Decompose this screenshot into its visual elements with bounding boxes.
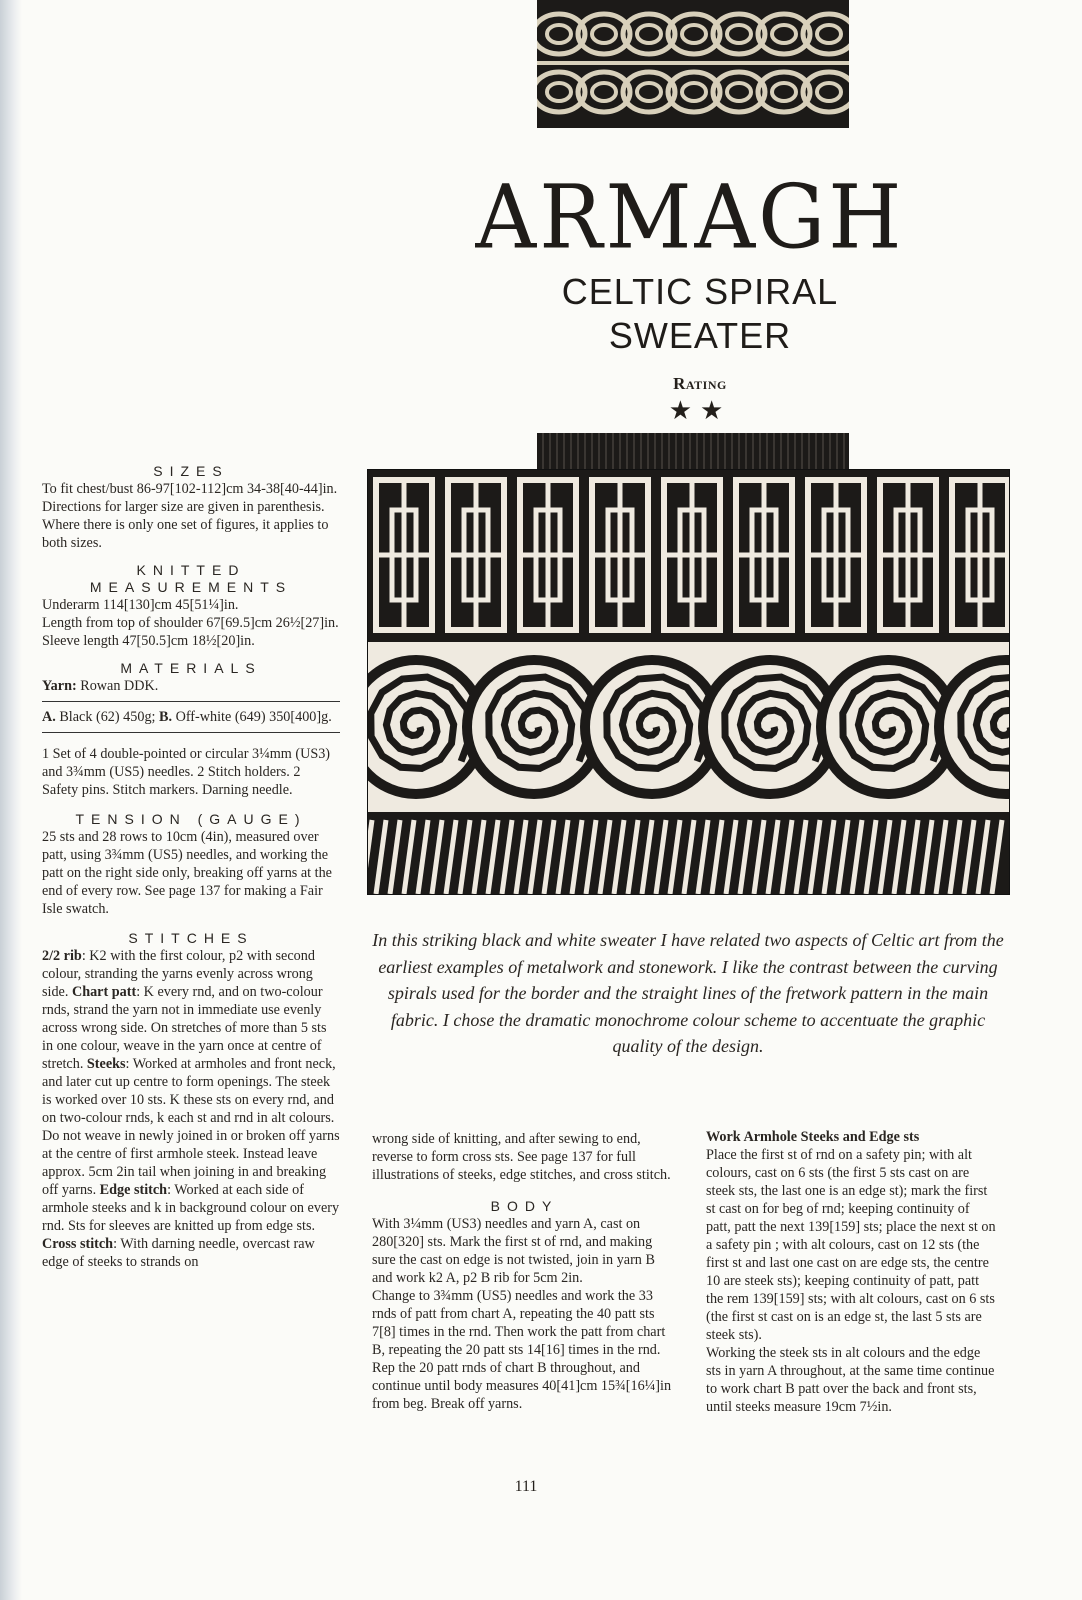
- sizes-text: To fit chest/bust 86-97[102-112]cm 34-38[40-44]in. Directions for larger size are given in parenthesis. Where there is only one set of figures, it applies to both sizes.: [42, 481, 338, 551]
- steeks-text: : Worked at armholes and front neck, and later cut up centre to form openings. The steek is worked over 10 sts. K these sts on every rnd, and on two-colour rnds, k each st and rnd in alt colours. Do not weave in newly joined in or broken off yarns at the centre of first armhole steek. Instead leave approx. 5cm 2in tail when joining in and breaking off yarns.: [42, 1056, 340, 1198]
- middle-column: [372, 1130, 677, 1413]
- yarn-line: [42, 677, 340, 695]
- stitches-continued: wrong side of knitting, and after sewing to end, reverse to form cross sts. See page 137 for full illustrations of steeks, edge stitches, and cross stitch.: [372, 1131, 671, 1183]
- subtitle-line-1: CELTIC SPIRAL: [561, 271, 839, 312]
- armhole-heading: Work Armhole Steeks and Edge sts: [706, 1129, 920, 1145]
- underarm-measurement: Underarm 114[130]cm 45[51¼]in.: [42, 597, 239, 613]
- chart-patt-label: Chart patt: [71, 984, 137, 1000]
- steeks-label: Steeks: [86, 1056, 126, 1072]
- tension-text: 25 sts and 28 rows to 10cm (4in), measured over patt, using 3¾mm (US5) needles, and working the patt on the right side only, breaking off yarns at the end of every row. See page 137 for making a Fair Isle swatch.: [42, 829, 332, 917]
- colour-a-value: Black (62) 450g;: [59, 709, 156, 725]
- stitches-text: [42, 947, 340, 1271]
- page-number: 111: [514, 1478, 538, 1495]
- rib-label: 2/2 rib: [42, 948, 82, 964]
- yarn-label: Yarn:: [42, 678, 77, 694]
- colours-line: [42, 708, 340, 726]
- yarn-value: Rowan DDK.: [80, 678, 159, 694]
- materials-rule-bottom: [42, 732, 340, 733]
- intro-paragraph: In this striking black and white sweater I have related two aspects of Celtic art from the earliest examples of metalwork and stonework. I like the contrast between the curving spirals used for the border and the straight lines of the fretwork pattern in the main fabric. I chose the dramatic monochrome colour scheme to accentuate the graphic quality of the design.: [372, 930, 1004, 1056]
- pattern-subtitle: [500, 270, 900, 358]
- sizes-heading: SIZES: [153, 463, 229, 479]
- left-column: [42, 463, 340, 1271]
- celtic-knot-image: [537, 0, 849, 128]
- subtitle-line-2: SWEATER: [608, 315, 792, 356]
- body-para-2: Change to 3¾mm (US5) needles and work the 33 rnds of patt from chart A, repeating the 40 patt sts 7[8] times in the rnd. Then work the patt from chart B, repeating the 20 patt sts 14[16] times in the rnd. Rep the 20 patt rnds of chart B throughout, and continue until body measures 40[41]cm 15¾[16¼]in from beg. Break off yarns.: [372, 1288, 672, 1412]
- body-heading: BODY: [490, 1198, 559, 1214]
- colour-b-label: B.: [159, 709, 173, 725]
- sleeve-measurement: Sleeve length 47[50.5]cm 18½[20]in.: [42, 633, 255, 649]
- edge-stitch-label: Edge stitch: [99, 1182, 168, 1198]
- book-spine-shadow: [0, 0, 22, 1600]
- stitches-heading: STITCHES: [128, 930, 254, 946]
- armhole-para-2: Working the steek sts in alt colours and the edge sts in yarn A throughout, at the same time continue to work chart B patt over the back and front sts, until steeks measure 19cm 7½in.: [706, 1345, 995, 1415]
- length-measurement: Length from top of shoulder 67[69.5]cm 26½[27]in.: [42, 615, 339, 631]
- materials-heading: MATERIALS: [120, 660, 262, 676]
- rating-label: Rating: [673, 374, 727, 393]
- chart-patt-text: : K every rnd, and on two-colour rnds, strand the yarn not in immediate use evenly across wrong side. On stretches of more than 5 sts in one colour, weave in the yarn once at centre of stretch.: [42, 984, 327, 1072]
- body-para-1: With 3¼mm (US3) needles and yarn A, cast on 280[320] sts. Mark the first st of rnd, and making sure the cast on edge is not twisted, join in yarn B and work k2 A, p2 B rib for 5cm 2in.: [372, 1216, 655, 1286]
- edge-stitch-text: : Worked at each side of armhole steeks and k in background colour on every rnd. Sts for sleeves are knitted up from edge sts.: [42, 1182, 340, 1234]
- measurements-heading-2: MEASUREMENTS: [89, 579, 293, 595]
- rating-stars: ★★: [668, 396, 732, 425]
- materials-rule-top: [42, 701, 340, 702]
- pattern-title: ARMAGH: [475, 165, 905, 269]
- armhole-para-1: Place the first st of rnd on a safety pin; with alt colours, cast on 6 sts (the first 5 sts cast on are steek sts, the last one is an edge st); mark the first st cast on for beg of rnd; keeping continuity of patt, patt the next 139[159] sts; place the next st on a safety pin ; with alt colours, cast on 12 sts (the first st and last one cast on are edge sts, the centre 10 are steek sts); keeping continuity of patt, patt the rem 139[159] sts; with alt colours, cast on 6 sts (the first st cast on is an edge st, the last 5 sts are steek sts).: [706, 1147, 996, 1343]
- tension-heading: TENSION (GAUGE): [75, 811, 307, 827]
- colour-a-label: A.: [42, 709, 56, 725]
- other-materials: 1 Set of 4 double-pointed or circular 3¼mm (US3) and 3¾mm (US5) needles. 2 Stitch holders. 2 Safety pins. Stitch markers. Darning needle.: [42, 746, 331, 798]
- measurements-heading-1: KNITTED: [136, 562, 246, 578]
- cross-stitch-text: : With darning needle, overcast raw edge of steeks to strands on: [42, 1236, 315, 1270]
- rib-text: : K2 with the first colour, p2 with second colour, stranding the yarns evenly across wrong side.: [42, 948, 315, 1000]
- celtic-knot-band: [537, 0, 849, 128]
- cross-stitch-label: Cross stitch: [42, 1236, 114, 1252]
- sweater-photo: [367, 469, 1010, 895]
- right-column: [706, 1128, 996, 1416]
- colour-b-value: Off-white (649) 350[400]g.: [175, 709, 332, 725]
- spiral-knit-photo: [368, 470, 1009, 894]
